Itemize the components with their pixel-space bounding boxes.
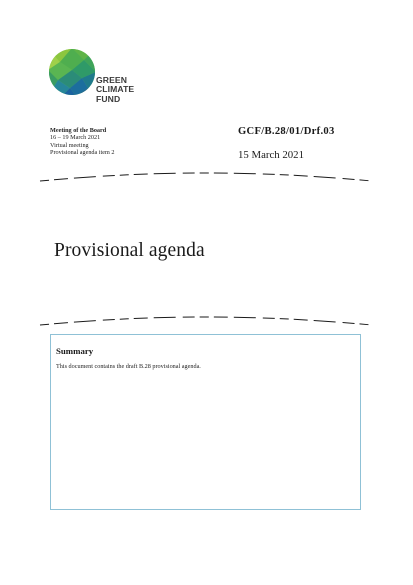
- meeting-dates: 16 – 19 March 2021: [50, 134, 101, 142]
- decorative-wave-divider-bottom: [36, 314, 376, 328]
- summary-heading: Summary: [56, 346, 94, 356]
- logo-line-climate: CLIMATE: [96, 84, 135, 95]
- meeting-title: Meeting of the Board: [50, 127, 107, 134]
- summary-text: This document contains the draft B.28 provisional agenda.: [56, 363, 201, 370]
- meeting-agenda-item: Provisional agenda item 2: [50, 149, 115, 157]
- meeting-mode: Virtual meeting: [50, 141, 89, 149]
- decorative-wave-divider-top: [36, 170, 376, 184]
- document-title: Provisional agenda: [54, 240, 205, 261]
- document-symbol: GCF/B.28/01/Drf.03: [238, 126, 335, 137]
- meeting-details: [50, 127, 114, 157]
- logo-line-green: GREEN: [96, 75, 128, 85]
- logo-wordmark: [96, 76, 134, 104]
- logo-line-fund: FUND: [96, 93, 121, 104]
- summary-box: [50, 334, 361, 510]
- green-climate-fund-logo-icon: [48, 48, 96, 96]
- document-date: 15 March 2021: [238, 149, 304, 161]
